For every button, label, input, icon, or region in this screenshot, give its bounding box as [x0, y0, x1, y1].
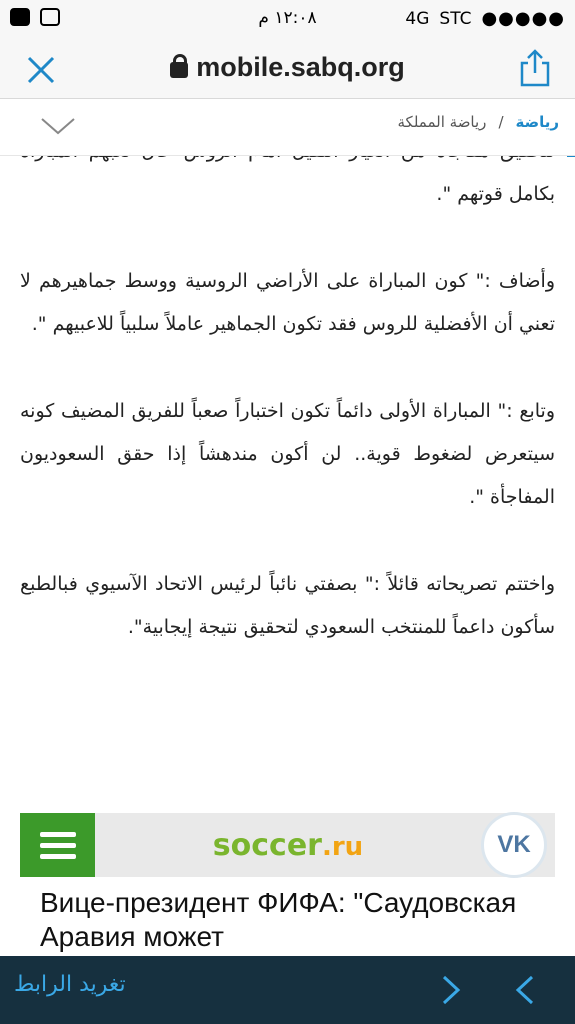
embedded-headline[interactable]: Вице-президент ФИФА: "Саудовская Аравия может: [40, 887, 517, 952]
article-paragraph: واختتم تصريحاته قائلاً :" بصفتي نائباً لرئيس الاتحاد الآسيوي فبالطبع سأكون داعماً للمنتخب السعودي لتحقيق نتيجة إيجابية".: [20, 573, 555, 638]
article-paragraph: وتابع :" المباراة الأولى دائماً تكون اختباراً صعباً للفريق المضيف كونه سيتعرض لضغوط قوية.. لن أكون مندهشاً إذا حقق السعوديون المفاجأة ".: [20, 400, 555, 508]
browser-header: [0, 40, 575, 99]
breadcrumb: [398, 113, 559, 131]
article-paragraph: بكامل قوتهم ".: [436, 183, 555, 205]
bottom-toolbar: [0, 956, 575, 1024]
soccer-logo-text: soccer: [212, 827, 322, 863]
breadcrumb-bar: [0, 99, 575, 156]
signal-icon: ●●●●●: [481, 8, 565, 29]
carrier-name: STC: [439, 8, 472, 29]
url-display[interactable]: [0, 52, 575, 83]
url-text: mobile.sabq.org: [196, 52, 405, 82]
share-icon[interactable]: [517, 48, 553, 88]
forward-icon[interactable]: [436, 974, 464, 1006]
tweet-link-button[interactable]: تغريد الرابط: [14, 972, 126, 997]
chevron-down-icon[interactable]: [40, 116, 76, 136]
soccer-ru-banner[interactable]: [20, 813, 555, 877]
status-right: [405, 8, 565, 29]
lock-icon: [170, 62, 188, 78]
status-bar: [0, 0, 575, 40]
article-body: [20, 130, 555, 693]
soccer-logo-suffix: .ru: [321, 831, 364, 862]
status-time: ١٢:٠٨ م: [258, 8, 317, 28]
breadcrumb-item-kingdom-sports[interactable]: رياضة المملكة: [397, 113, 487, 131]
vk-icon[interactable]: VK: [481, 812, 547, 878]
breadcrumb-item-sports[interactable]: رياضة: [515, 113, 559, 131]
network-type: 4G: [405, 8, 430, 29]
article-paragraph: وأضاف :" كون المباراة على الأراضي الروسية ووسط جماهيرهم لا تعني أن الأفضلية للروس فقد تكون الجماهير عاملاً سلبياً للاعبيهم ".: [20, 270, 555, 335]
breadcrumb-separator: /: [498, 113, 504, 131]
soccer-logo[interactable]: [95, 828, 481, 863]
back-icon[interactable]: [512, 974, 540, 1006]
hamburger-icon[interactable]: [20, 813, 95, 877]
